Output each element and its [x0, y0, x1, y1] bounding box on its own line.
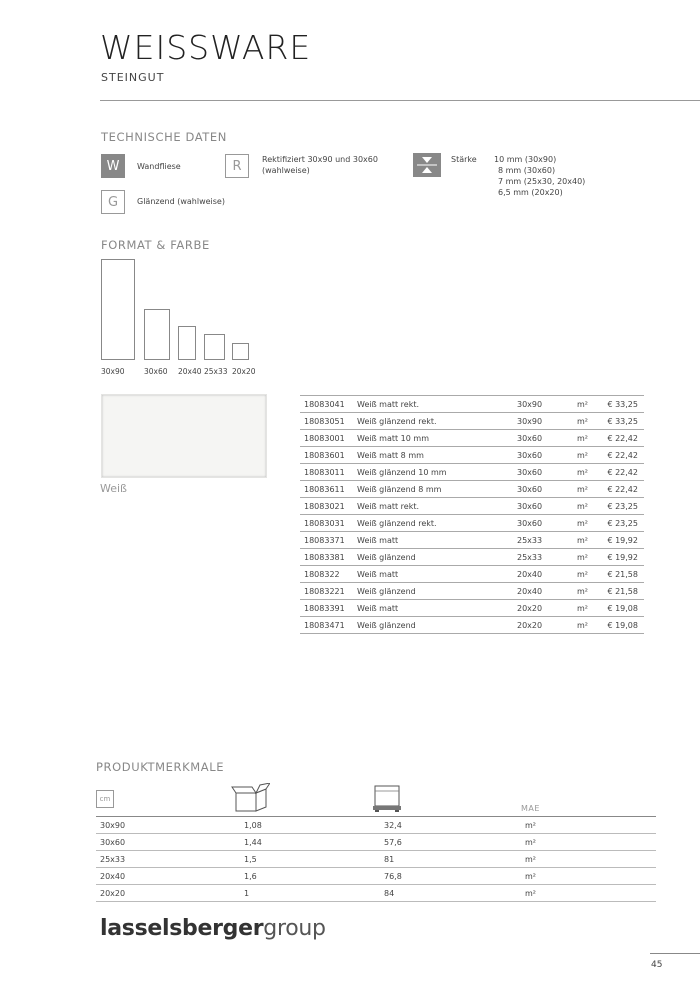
- unit: m²: [577, 447, 607, 464]
- product-name: Weiß glänzend: [357, 549, 517, 566]
- price: € 33,25: [607, 413, 644, 430]
- size: 30x60: [517, 498, 577, 515]
- m2-per-box: 1,6: [240, 868, 380, 885]
- tile-30x60: [144, 309, 170, 360]
- unit: m²: [577, 549, 607, 566]
- product-name: Weiß glänzend: [357, 617, 517, 634]
- m2-per-pallet: 32,4: [380, 817, 521, 834]
- size: 30x90: [517, 396, 577, 413]
- size: 20x40: [517, 566, 577, 583]
- rectified-icon: R: [225, 154, 249, 178]
- thickness-label: Stärke: [451, 155, 477, 164]
- price-row: [300, 617, 644, 634]
- unit: m²: [577, 532, 607, 549]
- format: 20x40: [96, 868, 240, 885]
- price: € 19,92: [607, 549, 644, 566]
- tile-20x20: [232, 343, 249, 360]
- size: 30x60: [517, 481, 577, 498]
- size-label-20x40: 20x40: [178, 367, 202, 376]
- size: 20x20: [517, 600, 577, 617]
- unit: m²: [577, 430, 607, 447]
- product-name: Weiß glänzend: [357, 583, 517, 600]
- unit: m²: [521, 851, 656, 868]
- price-table: [300, 395, 644, 634]
- product-name: Weiß glänzend rekt.: [357, 413, 517, 430]
- wall-tile-icon: W: [101, 154, 125, 178]
- unit: m²: [577, 413, 607, 430]
- box-icon: [230, 783, 270, 813]
- size-label-25x33: 25x33: [204, 367, 228, 376]
- merkmale-row: [96, 851, 656, 868]
- price-row: [300, 464, 644, 481]
- unit: m²: [577, 566, 607, 583]
- price: € 33,25: [607, 396, 644, 413]
- product-name: Weiß matt 8 mm: [357, 447, 517, 464]
- format: 30x90: [96, 817, 240, 834]
- article-number: 1808322: [300, 566, 357, 583]
- thickness-icon: [413, 153, 441, 177]
- size: 25x33: [517, 532, 577, 549]
- m2-per-box: 1,5: [240, 851, 380, 868]
- size-label-20x20: 20x20: [232, 367, 256, 376]
- price: € 22,42: [607, 430, 644, 447]
- format: 30x60: [96, 834, 240, 851]
- tech-heading: TECHNISCHE DATEN: [101, 130, 227, 144]
- m2-per-box: 1: [240, 885, 380, 902]
- price-row: [300, 481, 644, 498]
- price-row: [300, 498, 644, 515]
- product-name: Weiß matt: [357, 566, 517, 583]
- product-name: Weiß glänzend rekt.: [357, 515, 517, 532]
- article-number: 18083371: [300, 532, 357, 549]
- thickness-values: 10 mm (30x90) 8 mm (30x60) 7 mm (25x30, 20x40) 6,5 mm (20x20): [494, 155, 586, 197]
- price-row: [300, 549, 644, 566]
- product-name: Weiß matt rekt.: [357, 396, 517, 413]
- unit: m²: [577, 617, 607, 634]
- price-row: [300, 447, 644, 464]
- unit: m²: [521, 868, 656, 885]
- m2-per-box: 1,08: [240, 817, 380, 834]
- size-label-30x60: 30x60: [144, 367, 168, 376]
- unit: m²: [521, 885, 656, 902]
- article-number: 18083031: [300, 515, 357, 532]
- color-swatch-white: [101, 394, 267, 478]
- size-label-30x90: 30x90: [101, 367, 125, 376]
- unit: m²: [577, 481, 607, 498]
- m2-per-pallet: 76,8: [380, 868, 521, 885]
- size: 25x33: [517, 549, 577, 566]
- merkmale-row: [96, 885, 656, 902]
- pallet-icon: [370, 783, 406, 813]
- glossy-label: Glänzend (wahlweise): [137, 197, 225, 206]
- size: 20x40: [517, 583, 577, 600]
- size: 30x60: [517, 447, 577, 464]
- unit: m²: [577, 583, 607, 600]
- product-name: Weiß matt rekt.: [357, 498, 517, 515]
- merkmale-row: [96, 834, 656, 851]
- page-title: WEISSWARE: [100, 28, 312, 67]
- article-number: 18083391: [300, 600, 357, 617]
- price-row: [300, 515, 644, 532]
- product-name: Weiß glänzend 10 mm: [357, 464, 517, 481]
- m2-per-pallet: 81: [380, 851, 521, 868]
- article-number: 18083221: [300, 583, 357, 600]
- price: € 22,42: [607, 447, 644, 464]
- unit: m²: [521, 834, 656, 851]
- size: 30x60: [517, 515, 577, 532]
- page-number-line: [650, 953, 700, 954]
- price-row: [300, 413, 644, 430]
- article-number: 18083381: [300, 549, 357, 566]
- header-divider: [100, 100, 700, 101]
- article-number: 18083021: [300, 498, 357, 515]
- m2-per-pallet: 57,6: [380, 834, 521, 851]
- page-number: 45: [651, 960, 663, 970]
- price-row: [300, 600, 644, 617]
- cm-measure-icon: cm: [96, 790, 114, 808]
- price: € 23,25: [607, 498, 644, 515]
- article-number: 18083611: [300, 481, 357, 498]
- price: € 19,92: [607, 532, 644, 549]
- thickness-arrows-icon: [413, 153, 441, 177]
- product-name: Weiß matt 10 mm: [357, 430, 517, 447]
- rectified-label: Rektifiziert 30x90 und 30x60 (wahlweise): [262, 155, 378, 175]
- article-number: 18083041: [300, 396, 357, 413]
- product-name: Weiß matt: [357, 532, 517, 549]
- price: € 22,42: [607, 481, 644, 498]
- unit: m²: [577, 464, 607, 481]
- product-name: Weiß matt: [357, 600, 517, 617]
- merkmale-row: [96, 817, 656, 834]
- article-number: 18083051: [300, 413, 357, 430]
- price: € 19,08: [607, 617, 644, 634]
- price: € 23,25: [607, 515, 644, 532]
- wall-tile-label: Wandfliese: [137, 162, 181, 171]
- article-number: 18083011: [300, 464, 357, 481]
- glossy-icon: G: [101, 190, 125, 214]
- size: 30x60: [517, 464, 577, 481]
- size: 20x20: [517, 617, 577, 634]
- merkmale-row: [96, 868, 656, 885]
- unit: m²: [521, 817, 656, 834]
- format: 20x20: [96, 885, 240, 902]
- price-row: [300, 566, 644, 583]
- price: € 21,58: [607, 583, 644, 600]
- m2-per-box: 1,44: [240, 834, 380, 851]
- color-label: Weiß: [100, 482, 127, 495]
- size: 30x90: [517, 413, 577, 430]
- article-number: 18083471: [300, 617, 357, 634]
- price: € 19,08: [607, 600, 644, 617]
- format-heading: FORMAT & FARBE: [101, 238, 210, 252]
- price-row: [300, 430, 644, 447]
- merkmale-table: [96, 817, 656, 902]
- format: 25x33: [96, 851, 240, 868]
- merkmale-heading: PRODUKTMERKMALE: [96, 760, 225, 774]
- price: € 22,42: [607, 464, 644, 481]
- m2-per-pallet: 84: [380, 885, 521, 902]
- price-row: [300, 532, 644, 549]
- unit: m²: [577, 498, 607, 515]
- tile-25x33: [204, 334, 225, 360]
- unit: m²: [577, 600, 607, 617]
- article-number: 18083601: [300, 447, 357, 464]
- unit: m²: [577, 396, 607, 413]
- page-subtitle: STEINGUT: [101, 71, 165, 84]
- article-number: 18083001: [300, 430, 357, 447]
- tile-20x40: [178, 326, 196, 360]
- price: € 21,58: [607, 566, 644, 583]
- price-row: [300, 583, 644, 600]
- tile-30x90: [101, 259, 135, 360]
- mae-label: MAE: [521, 804, 540, 813]
- unit: m²: [577, 515, 607, 532]
- size: 30x60: [517, 430, 577, 447]
- company-logo: lasselsbergergroup: [100, 916, 326, 941]
- product-name: Weiß glänzend 8 mm: [357, 481, 517, 498]
- price-row: [300, 396, 644, 413]
